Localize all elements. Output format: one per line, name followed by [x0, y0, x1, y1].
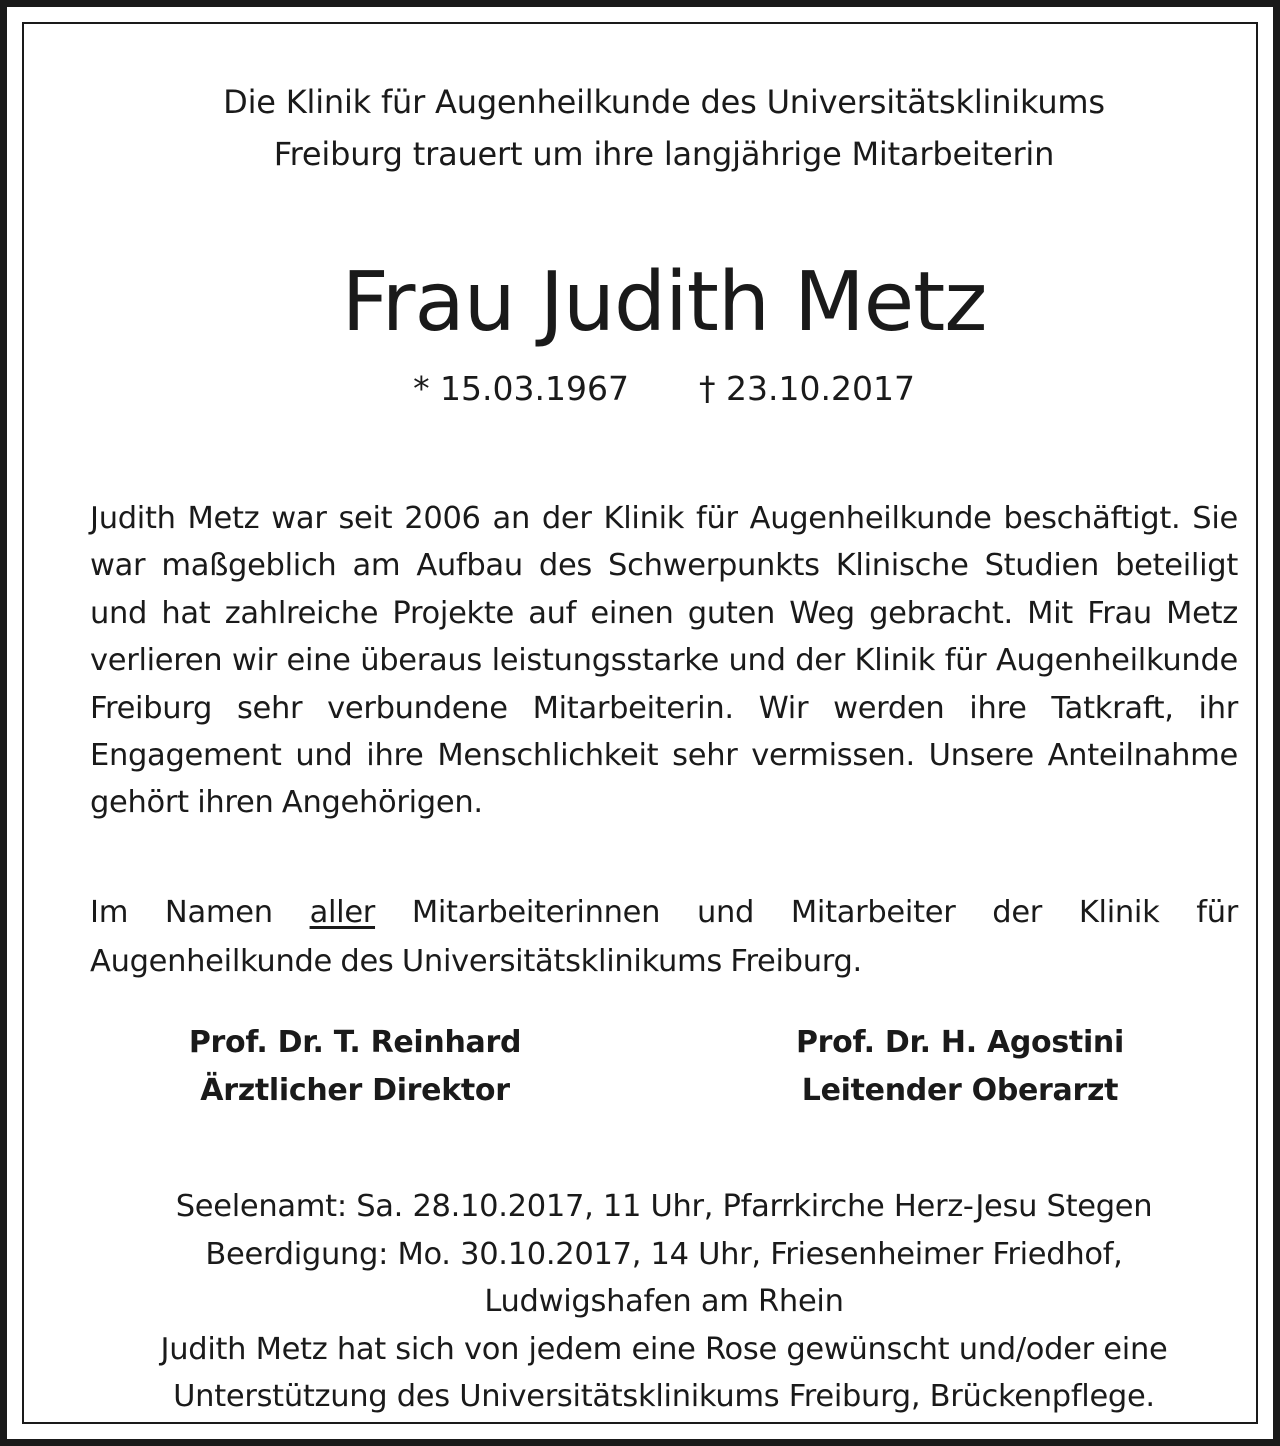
intro-line-2: Freiburg trauert um ihre langjährige Mitarbeiterin [273, 135, 1055, 173]
closing-paragraph [90, 888, 1238, 986]
death-date: † 23.10.2017 [699, 369, 915, 408]
funeral-details [90, 1183, 1238, 1421]
deceased-name: Frau Judith Metz [341, 255, 987, 350]
intro-line-1: Die Klinik für Augenheilkunde des Universitätsklinikums [223, 83, 1105, 121]
funeral-line-3: Ludwigshafen am Rhein [484, 1284, 844, 1319]
funeral-line-1: Seelenamt: Sa. 28.10.2017, 11 Uhr, Pfarrkirche Herz-Jesu Stegen [175, 1189, 1153, 1224]
signatory-title: Ärztlicher Direktor [200, 1073, 510, 1108]
closing-underlined: aller [309, 895, 376, 930]
inner-border [22, 22, 1258, 1424]
signatory-title: Leitender Oberarzt [801, 1073, 1119, 1108]
signatory-left [130, 1019, 580, 1115]
closing-after: Mitarbeiterinnen und Mitarbeiter der Klinik für Augenheilkunde des Universitätsklinikums Freiburg. [90, 895, 1238, 979]
signatory-right [734, 1019, 1186, 1115]
funeral-line-5: Unterstützung des Universitätsklinikums Freiburg, Brückenpflege. [173, 1379, 1155, 1414]
signatory-name: Prof. Dr. H. Agostini [796, 1025, 1124, 1060]
signatory-name: Prof. Dr. T. Reinhard [188, 1025, 522, 1060]
intro-text [90, 76, 1238, 180]
birth-date: * 15.03.1967 [413, 369, 629, 408]
funeral-line-2: Beerdigung: Mo. 30.10.2017, 14 Uhr, Friesenheimer Friedhof, [205, 1236, 1123, 1272]
tribute-paragraph: Judith Metz war seit 2006 an der Klinik für Augenheilkunde beschäftigt. Sie war maßgeblich am Aufbau des Schwerpunkts Klinische Studien beteiligt und hat zahlreiche Projekte auf einen guten Weg gebracht. Mit Frau Metz verlieren wir eine überaus leistungsstarke und der Klinik für Augenheilkunde Freiburg sehr verbundene Mitarbeiterin. Wir werden ihre Tatkraft, ihr Engagement und ihre Menschlichkeit sehr vermissen. Unsere Anteilnahme gehört ihren Angehörigen. [90, 501, 1238, 821]
life-dates [90, 364, 1238, 414]
funeral-line-4: Judith Metz hat sich von jedem eine Rose gewünscht und/oder eine [160, 1331, 1168, 1367]
closing-before: Im Namen [90, 895, 273, 930]
